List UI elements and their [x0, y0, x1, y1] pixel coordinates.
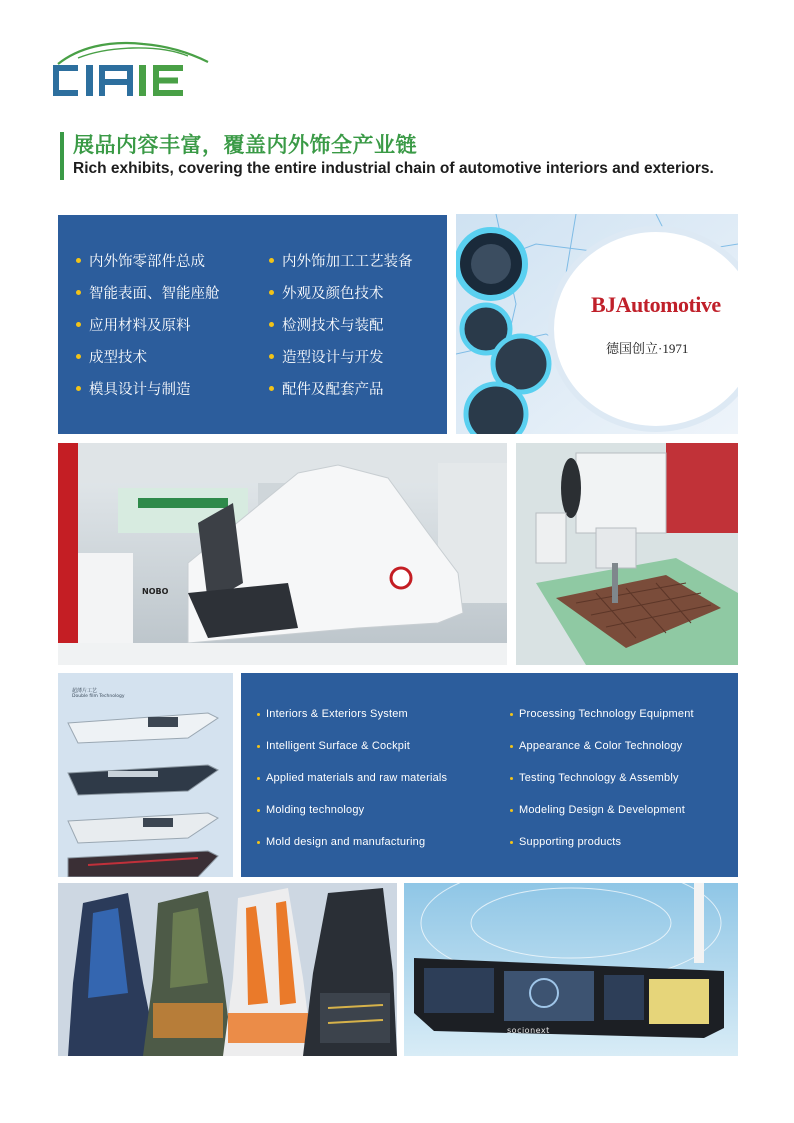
list-item: 内外饰零部件总成 — [76, 250, 205, 271]
bullet-icon — [76, 386, 81, 391]
sewing-machine-photo — [516, 443, 738, 665]
socionext-logo: socionext — [507, 1026, 550, 1035]
list-item: 模具设计与制造 — [76, 378, 191, 399]
ciaie-logo — [48, 38, 218, 100]
bullet-icon — [257, 713, 260, 716]
heading-english: Rich exhibits, covering the entire industrial chain of automotive interiors and exteriors. — [73, 160, 714, 177]
list-item: Molding technology — [257, 804, 364, 816]
list-item: 智能表面、智能座舱 — [76, 282, 220, 303]
bullet-icon — [269, 258, 274, 263]
list-item: 成型技术 — [76, 346, 147, 367]
exhibit-list-chinese-panel — [58, 215, 447, 434]
bullet-icon — [257, 745, 260, 748]
list-item: Intelligent Surface & Cockpit — [257, 740, 410, 752]
list-item: Testing Technology & Assembly — [510, 772, 679, 784]
nobo-seat-photo — [58, 443, 507, 665]
list-item: 内外饰加工工艺装备 — [269, 250, 413, 271]
bullet-icon — [510, 777, 513, 780]
heading-chinese: 展品内容丰富，覆盖内外饰全产业链 — [73, 133, 417, 157]
nobo-logo-text: NOBO — [142, 587, 169, 596]
list-item: Interiors & Exteriors System — [257, 708, 408, 720]
bullet-icon — [257, 841, 260, 844]
bullet-icon — [76, 322, 81, 327]
bullet-icon — [510, 713, 513, 716]
bullet-icon — [510, 841, 513, 844]
bullet-icon — [269, 322, 274, 327]
digital-dashboard-photo — [404, 883, 738, 1056]
bullet-icon — [510, 745, 513, 748]
bja-founded-text: 德国创立·1971 — [606, 341, 689, 356]
list-item: 检测技术与装配 — [269, 314, 384, 335]
exhibit-list-english-panel — [241, 673, 738, 877]
list-item: Processing Technology Equipment — [510, 708, 694, 720]
car-seats-photo — [58, 883, 397, 1056]
door-trim-photo — [58, 673, 233, 877]
bullet-icon — [76, 290, 81, 295]
trim-label-cn: 超薄片工艺 — [72, 688, 98, 694]
heading-accent-bar — [60, 132, 64, 180]
bullet-icon — [76, 258, 81, 263]
list-item: 配件及配套产品 — [269, 378, 384, 399]
list-item: 外观及颜色技术 — [269, 282, 384, 303]
bullet-icon — [257, 809, 260, 812]
list-item: 造型设计与开发 — [269, 346, 384, 367]
list-item: Applied materials and raw materials — [257, 772, 447, 784]
bja-logo-text: BJAutomotive — [591, 292, 721, 317]
list-item: Supporting products — [510, 836, 621, 848]
list-item: 应用材料及原料 — [76, 314, 191, 335]
bullet-icon — [76, 354, 81, 359]
trim-label-en: Double film Technology — [72, 694, 125, 699]
bullet-icon — [269, 354, 274, 359]
list-item: Mold design and manufacturing — [257, 836, 425, 848]
bullet-icon — [269, 290, 274, 295]
bullet-icon — [269, 386, 274, 391]
bullet-icon — [257, 777, 260, 780]
bullet-icon — [510, 809, 513, 812]
bja-booth-photo — [456, 214, 738, 434]
list-item: Modeling Design & Development — [510, 804, 685, 816]
list-item: Appearance & Color Technology — [510, 740, 682, 752]
